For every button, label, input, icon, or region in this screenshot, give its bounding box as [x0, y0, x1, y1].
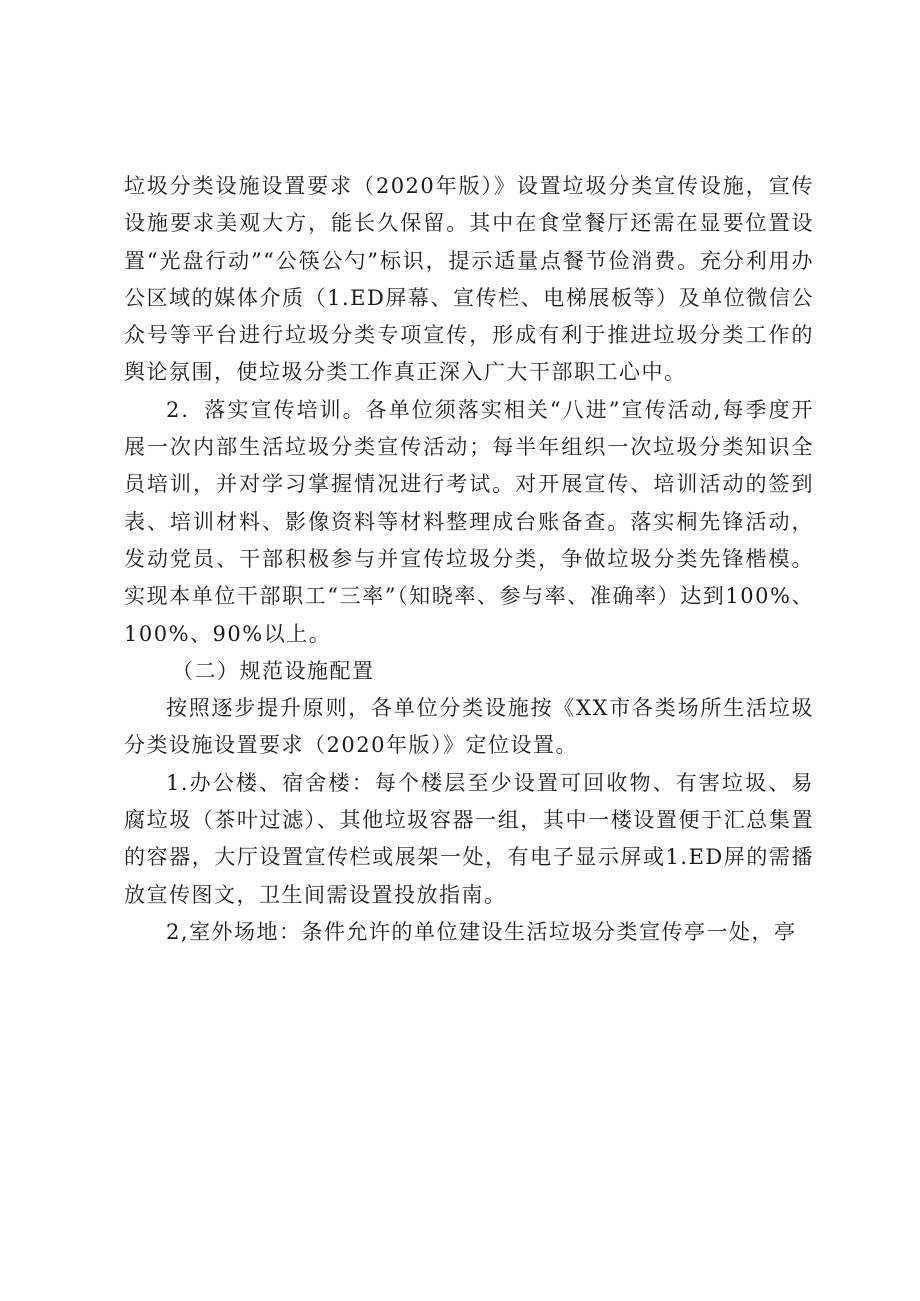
- paragraph-publicity-training: 2．落实宣传培训。各单位须落实相关“八进”宣传活动,每季度开展一次内部生活垃圾分类宣传活动；每半年组织一次垃圾分类知识全员培训，并对学习掌握情况进行考试。对开展宣传、培训活动的签到表、培训材料、影像资料等材料整理成台账备查。落实桐先锋活动，发动党员、干部积极参与并宣传垃圾分类，争做垃圾分类先锋楷模。实现本单位干部职工“三率”（知晓率、参与率、准确率）达到100%、100%、90%以上。: [124, 397, 814, 646]
- paragraph-office-dormitory: 1.办公楼、宿舍楼：每个楼层至少设置可回收物、有害垃圾、易腐垃圾（茶叶过滤）、其他垃圾容器一组，其中一楼设置便于汇总集置的容器，大厅设置宣传栏或展架一处，有电子显示屏或1.ED屏的需播放宣传图文，卫生间需设置投放指南。: [124, 770, 814, 907]
- paragraph-facility-principle: 按照逐步提升原则，各单位分类设施按《XX市各类场所生活垃圾分类设施设置要求（2020年版）》定位设置。: [124, 696, 814, 758]
- paragraph-outdoor-site: 2,室外场地：条件允许的单位建设生活垃圾分类宣传亭一处，亭: [166, 919, 797, 944]
- paragraph-publicity-facilities: 垃圾分类设施设置要求（2020年版）》设置垃圾分类宣传设施，宣传设施要求美观大方，能长久保留。其中在食堂餐厅还需在显要位置设置“光盘行动”“公筷公勺”标识，提示适量点餐节俭消费。充分利用办公区域的媒体介质（1.ED屏幕、宣传栏、电梯展板等）及单位微信公众号等平台进行垃圾分类专项宣传，形成有利于推进垃圾分类工作的舆论氛围，使垃圾分类工作真正深入广大干部职工心中。: [124, 174, 814, 385]
- section-heading-facility-configuration: （二）规范设施配置: [172, 658, 375, 683]
- document-body: [124, 168, 814, 951]
